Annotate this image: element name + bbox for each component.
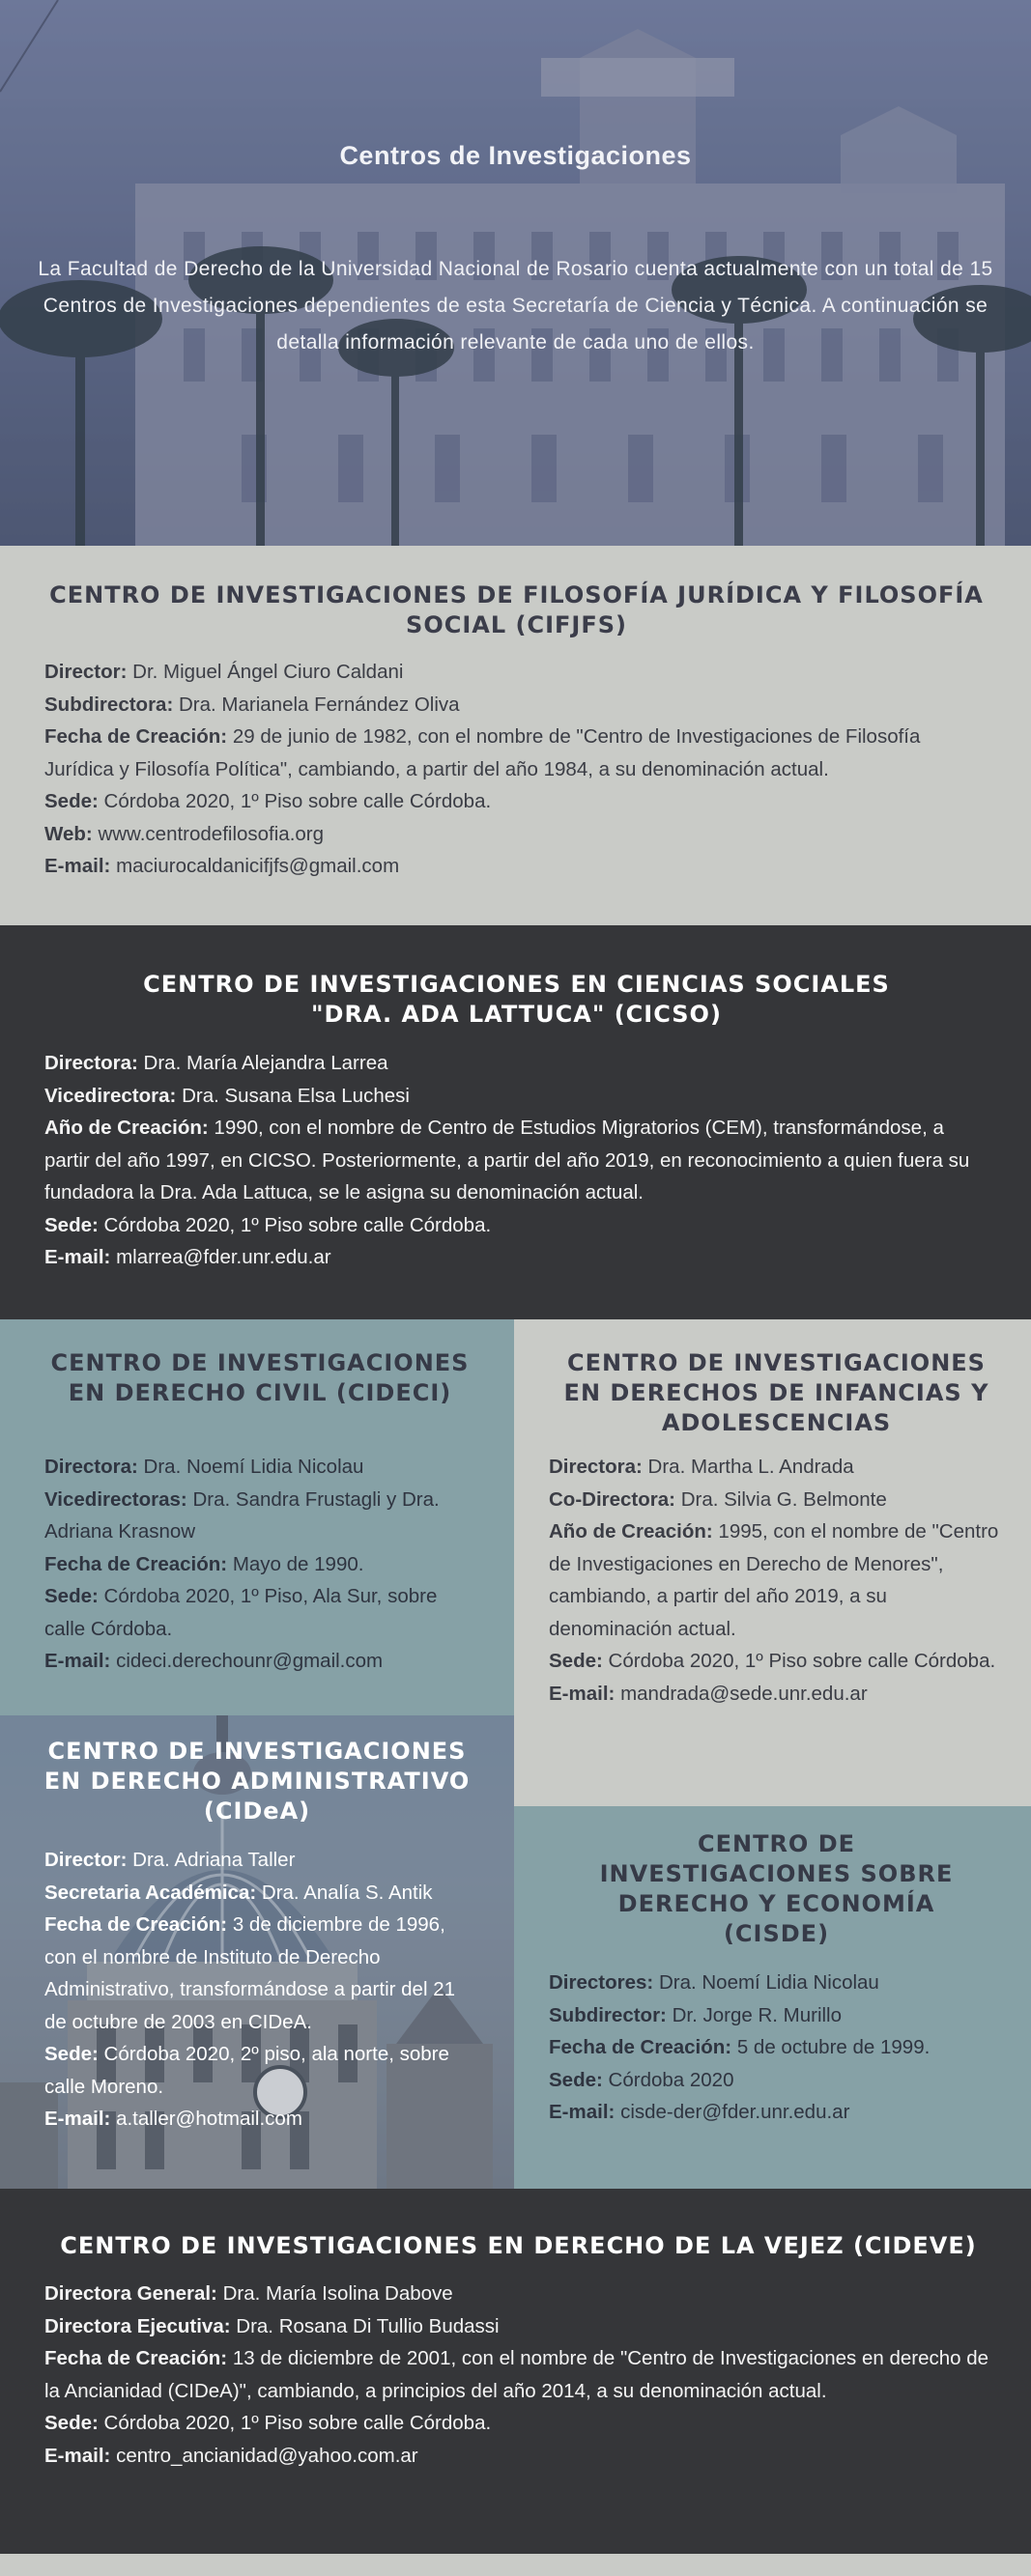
info-row-fecha <box>549 2031 1004 2064</box>
email-link[interactable]: mandrada@sede.unr.edu.ar <box>620 1682 868 1705</box>
info-row-director <box>44 656 988 689</box>
info-label: Secretaria Académica: <box>44 1881 257 1904</box>
info-row-fecha <box>44 2342 992 2407</box>
info-row-directora-general <box>44 2278 992 2310</box>
info-row-sede <box>44 2407 992 2440</box>
info-row-ano <box>44 1112 988 1209</box>
email-link[interactable]: cideci.derechounr@gmail.com <box>116 1650 384 1672</box>
info-row-web <box>44 818 988 851</box>
section-title: CENTRO DE INVESTIGACIONES SOBRE DERECHO Y ECONOMÍA (CISDE) <box>599 1830 954 1947</box>
info-label: Sede: <box>44 790 99 812</box>
cidea-content <box>44 1737 481 2136</box>
info-label: Fecha de Creación: <box>44 1552 228 1575</box>
section-title: CENTRO DE INVESTIGACIONES EN DERECHOS DE INFANCIAS Y ADOLESCENCIAS <box>563 1349 989 1436</box>
info-row-sede <box>44 1580 475 1645</box>
info-row-subdirector <box>549 1999 1004 2032</box>
info-label: E-mail: <box>44 1246 111 1268</box>
info-value: 5 de octubre de 1999. <box>736 2036 931 2058</box>
section-title: CENTRO DE INVESTIGACIONES EN DERECHO CIVIL (CIDECI) <box>50 1349 470 1406</box>
info-label: Directora General: <box>44 2282 217 2305</box>
info-row-email <box>549 2096 1004 2129</box>
email-link[interactable]: mlarrea@fder.unr.edu.ar <box>116 1246 331 1268</box>
info-value: 29 de junio de 1982, con el nombre de "Centro de Investigaciones de Filosofía Jurídica y Filosofía Política", cambiando, a partir del año 1984, a su denominación actual. <box>44 725 921 780</box>
section-title: CENTRO DE INVESTIGACIONES EN DERECHO ADMINISTRATIVO (CIDeA) <box>43 1738 471 1825</box>
email-link[interactable]: cisde-der@fder.unr.edu.ar <box>620 2101 850 2123</box>
info-label: Director: <box>44 1849 128 1871</box>
section-title-line: CENTRO DE INVESTIGACIONES EN CIENCIAS SOCIALES <box>143 971 890 998</box>
info-label: Sede: <box>44 2043 99 2065</box>
info-row-email <box>44 1241 988 1274</box>
info-row-sede <box>44 785 988 818</box>
info-label: E-mail: <box>44 855 111 877</box>
info-list <box>44 1047 988 1274</box>
info-label: Sede: <box>44 2412 99 2434</box>
info-row-vicedirectora <box>44 1080 988 1113</box>
info-list <box>44 2278 992 2472</box>
info-label: E-mail: <box>44 1650 111 1672</box>
footer-strip <box>0 2554 1031 2576</box>
info-value: Córdoba 2020, 1º Piso sobre calle Córdoba. <box>608 1650 996 1672</box>
info-label: Fecha de Creación: <box>44 2347 228 2369</box>
info-list <box>44 656 988 883</box>
info-label: Año de Creación: <box>549 1520 713 1543</box>
info-value: Córdoba 2020, 1º Piso sobre calle Córdoba. <box>103 790 492 812</box>
info-value: Dr. Jorge R. Murillo <box>672 2003 843 2026</box>
info-label: Sede: <box>549 2068 603 2091</box>
info-list <box>44 1451 475 1678</box>
info-value: Dra. Marianela Fernández Oliva <box>178 693 460 716</box>
info-row-directora <box>549 1451 1004 1484</box>
section-title <box>44 970 988 1030</box>
section-title-line: "DRA. ADA LATTUCA" (CICSO) <box>311 1001 722 1028</box>
info-label: Director: <box>44 661 128 683</box>
info-label: Web: <box>44 822 93 845</box>
info-row-fecha <box>44 1548 475 1581</box>
info-value: Mayo de 1990. <box>232 1552 364 1575</box>
info-value: Córdoba 2020, 2º piso, ala norte, sobre calle Moreno. <box>44 2043 449 2098</box>
section-cideve <box>0 2189 1031 2554</box>
info-row-email <box>44 2103 481 2136</box>
info-value: 3 de diciembre de 1996, con el nombre de Instituto de Derecho Administrativo, transformándose a partir del 21 de octubre de 2003 en CIDeA. <box>44 1913 456 2033</box>
intro-paragraph: La Facultad de Derecho de la Universidad Nacional de Rosario cuenta actualmente con un total de 15 Centros de Investigaciones dependientes de esta Secretaría de Ciencia y Técnica. A continuación se detalla información relevante de cada uno de ellos. <box>38 258 993 354</box>
info-label: Año de Creación: <box>44 1117 209 1139</box>
info-row-fecha <box>44 1909 481 2038</box>
info-value: Dr. Miguel Ángel Ciuro Caldani <box>132 661 404 683</box>
info-value: Dra. Rosana Di Tullio Budassi <box>236 2314 500 2337</box>
info-label: Directora: <box>44 1456 138 1478</box>
info-value: Dra. Silvia G. Belmonte <box>680 1487 887 1511</box>
info-row-directores <box>549 1967 1004 1999</box>
section-cifjfs <box>0 546 1031 925</box>
info-row-secretaria <box>44 1877 481 1910</box>
section-title: CENTRO DE INVESTIGACIONES EN DERECHO DE LA VEJEZ (CIDEVE) <box>60 2232 977 2259</box>
info-row-sede <box>44 2038 481 2103</box>
email-link[interactable]: centro_ancianidad@yahoo.com.ar <box>116 2444 418 2467</box>
info-list <box>44 1844 481 2136</box>
info-value: Dra. Noemí Lidia Nicolau <box>658 1971 879 1994</box>
info-row-director <box>44 1844 481 1877</box>
email-link[interactable]: a.taller@hotmail.com <box>116 2108 302 2130</box>
section-cisde <box>514 1806 1031 2189</box>
info-label: Fecha de Creación: <box>549 2036 732 2058</box>
info-value: Dra. Sandra Frustagli y Dra. Adriana Krasnow <box>44 1487 440 1543</box>
info-label: Vicedirectoras: <box>44 1487 187 1511</box>
hero-banner <box>0 0 1031 546</box>
info-label: Co-Directora: <box>549 1487 675 1511</box>
section-cidea <box>0 1715 514 2189</box>
info-list <box>549 1451 1004 1710</box>
info-row-sede <box>549 2064 1004 2097</box>
info-value: Dra. Noemí Lidia Nicolau <box>143 1456 364 1478</box>
info-row-email <box>44 850 988 883</box>
info-row-subdirectora <box>44 689 988 722</box>
info-row-directora-ejecutiva <box>44 2310 992 2343</box>
info-value: Córdoba 2020 <box>608 2068 734 2091</box>
info-label: Directora: <box>44 1052 138 1074</box>
info-value: Dra. María Alejandra Larrea <box>143 1052 388 1074</box>
info-label: Fecha de Creación: <box>44 725 228 748</box>
info-label: E-mail: <box>44 2108 111 2130</box>
web-link[interactable]: www.centrodefilosofia.org <box>98 822 325 845</box>
info-value: Córdoba 2020, 1º Piso, Ala Sur, sobre calle Córdoba. <box>44 1585 438 1640</box>
info-value: Córdoba 2020, 1º Piso sobre calle Córdoba. <box>103 2412 492 2434</box>
info-value: 1990, con el nombre de Centro de Estudios Migratorios (CEM), transformándose, a partir del año 1997, en CICSO. Posteriormente, a partir del año 2019, en reconocimiento a quien fuera su fundadora la Dra. Ada Lattuca, se le asigna su denominación actual. <box>44 1117 970 1203</box>
info-row-sede <box>549 1645 1004 1678</box>
info-label: Directores: <box>549 1971 654 1994</box>
info-label: Directora Ejecutiva: <box>44 2314 231 2337</box>
info-label: Subdirectora: <box>44 693 174 716</box>
info-label: E-mail: <box>549 2101 616 2123</box>
page-title: Centros de Investigaciones <box>339 141 692 170</box>
info-value: Dra. Adriana Taller <box>132 1849 296 1871</box>
info-value: Dra. María Isolina Dabove <box>222 2282 453 2305</box>
info-label: Sede: <box>44 1213 99 1236</box>
info-value: 13 de diciembre de 2001, con el nombre de "Centro de Investigaciones en derecho de la Ancianidad (CIDeA)", cambiando, a principios del año 2014, a su denominación actual. <box>44 2347 989 2402</box>
info-value: 1995, con el nombre de "Centro de Investigaciones en Derecho de Menores", cambiando, a partir del año 2019, a su denominación actual. <box>549 1520 999 1640</box>
info-row-fecha <box>44 721 988 785</box>
info-value: Dra. Analía S. Antik <box>261 1881 433 1904</box>
info-label: E-mail: <box>44 2444 111 2467</box>
info-label: Fecha de Creación: <box>44 1913 228 1936</box>
info-row-email <box>549 1678 1004 1711</box>
info-label: E-mail: <box>549 1682 616 1705</box>
info-row-ano <box>549 1515 1004 1645</box>
info-label: Subdirector: <box>549 2003 667 2026</box>
info-value: Dra. Susana Elsa Luchesi <box>182 1084 410 1107</box>
section-cicso <box>0 925 1031 1319</box>
info-label: Sede: <box>549 1650 603 1672</box>
info-value: Córdoba 2020, 1º Piso sobre calle Córdoba. <box>103 1213 492 1236</box>
section-infancias <box>514 1319 1031 1806</box>
info-row-directora <box>44 1451 475 1484</box>
email-link[interactable]: maciurocaldanicifjfs@gmail.com <box>116 855 400 877</box>
info-label: Vicedirectora: <box>44 1084 177 1107</box>
info-label: Directora: <box>549 1456 643 1478</box>
info-row-codirectora <box>549 1484 1004 1516</box>
info-row-vicedirectoras <box>44 1484 475 1548</box>
info-row-email <box>44 1645 475 1678</box>
section-cideci <box>0 1319 514 1715</box>
info-value: Dra. Martha L. Andrada <box>647 1456 854 1478</box>
section-title: CENTRO DE INVESTIGACIONES DE FILOSOFÍA JURÍDICA Y FILOSOFÍA SOCIAL (CIFJFS) <box>49 581 984 638</box>
info-row-sede <box>44 1209 988 1242</box>
info-label: Sede: <box>44 1585 99 1607</box>
info-list <box>549 1967 1004 2129</box>
info-row-email <box>44 2440 992 2473</box>
info-row-directora <box>44 1047 988 1080</box>
